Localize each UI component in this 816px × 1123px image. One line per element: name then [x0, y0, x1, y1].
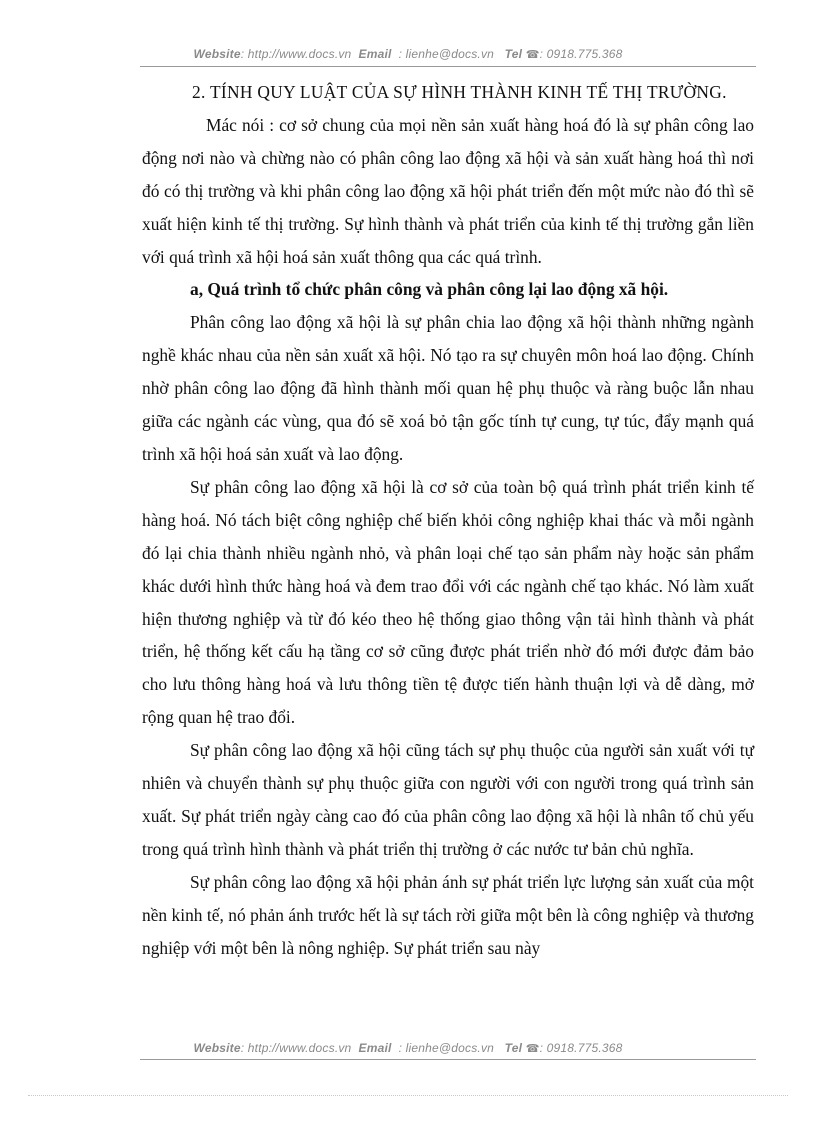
footer-email-value[interactable]: : lienhe@docs.vn: [398, 1041, 495, 1055]
page-footer: [0, 1041, 816, 1055]
footer-tel-value: : 0918.775.368: [539, 1041, 623, 1055]
page-header: [0, 47, 816, 61]
header-rule: [140, 66, 756, 67]
header-tel-label: Tel: [504, 47, 523, 61]
footer-website-value[interactable]: : http://www.docs.vn: [240, 1041, 352, 1055]
section-title: 2. TÍNH QUY LUẬT CỦA SỰ HÌNH THÀNH KINH TẾ THỊ TRƯỜNG.: [192, 82, 727, 102]
subsection-heading: a, Quá trình tổ chức phân công và phân công lại lao động xã hội.: [190, 279, 669, 300]
footer-email-label: Email: [358, 1041, 392, 1055]
header-website-label: Website: [193, 47, 241, 61]
paragraph: Mác nói : cơ sở chung của mọi nền sản xuất hàng hoá đó là sự phân công lao động nơi nào và chừng nào có phân công lao động xã hội và sản xuất hàng hoá thì nơi đó có thị trường và khi phân công lao động xã hội phát triển đến một mức nào đó thì sẽ xuất hiện kinh tế thị trường. Sự hình thành và phát triển của kinh tế thị trường gắn liền với quá trình xã hội hoá sản xuất thông qua các quá trình.: [142, 114, 754, 267]
paragraph: Phân công lao động xã hội là sự phân chia lao động xã hội thành những ngành nghề khác nhau của nền sản xuất xã hội. Nó tạo ra sự chuyên môn hoá lao động. Chính nhờ phân công lao động đã hình thành mối quan hệ phụ thuộc và ràng buộc lẫn nhau giữa các ngành các vùng, qua đó sẽ xoá bỏ tận gốc tính tự cung, tự túc, đẩy mạnh quá trình xã hội hoá sản xuất và lao động.: [142, 312, 754, 464]
phone-icon: ☎: [525, 1043, 540, 1055]
document-body: [142, 76, 754, 964]
footer-rule: [140, 1059, 756, 1060]
header-email-label: Email: [358, 47, 392, 61]
header-website-value[interactable]: : http://www.docs.vn: [240, 47, 352, 61]
header-tel-value: : 0918.775.368: [539, 47, 623, 61]
paragraph: Sự phân công lao động xã hội cũng tách sự phụ thuộc của người sản xuất với tự nhiên và chuyển thành sự phụ thuộc giữa con người với con người trong quá trình sản xuất. Sự phát triển ngày càng cao đó của phân công lao động xã hội là nhân tố chủ yếu trong quá trình hình thành và phát triển thị trường ở các nước tư bản chủ nghĩa.: [142, 740, 754, 859]
page-boundary: [28, 1095, 788, 1096]
header-email-value[interactable]: : lienhe@docs.vn: [398, 47, 495, 61]
paragraph: Sự phân công lao động xã hội là cơ sở của toàn bộ quá trình phát triển kinh tế hàng hoá. Nó tách biệt công nghiệp chế biến khỏi công nghiệp khai thác và mỗi ngành đó lại chia thành nhiều ngành nhỏ, và phân loại chế tạo sản phẩm này hoặc sản phẩm khác dưới hình thức hàng hoá và đem trao đổi với các ngành chế tạo khác. Nó làm xuất hiện thương nghiệp và từ đó kéo theo hệ thống giao thông vận tải hình thành và phát triển, hệ thống kết cấu hạ tầng cơ sở cũng được phát triển nhờ đó mới được đảm bảo cho lưu thông hàng hoá và lưu thông tiền tệ được tiến hành thuận lợi và dễ dàng, mở rộng quan hệ trao đổi.: [142, 476, 754, 728]
footer-website-label: Website: [193, 1041, 241, 1055]
phone-icon: ☎: [525, 49, 540, 61]
paragraph: Sự phân công lao động xã hội phản ánh sự phát triển lực lượng sản xuất của một nền kinh tế, nó phản ánh trước hết là sự tách rời giữa một bên là công nghiệp và thương nghiệp với một bên là nông nghiệp. Sự phát triển sau này: [142, 871, 754, 958]
footer-tel-label: Tel: [504, 1041, 523, 1055]
